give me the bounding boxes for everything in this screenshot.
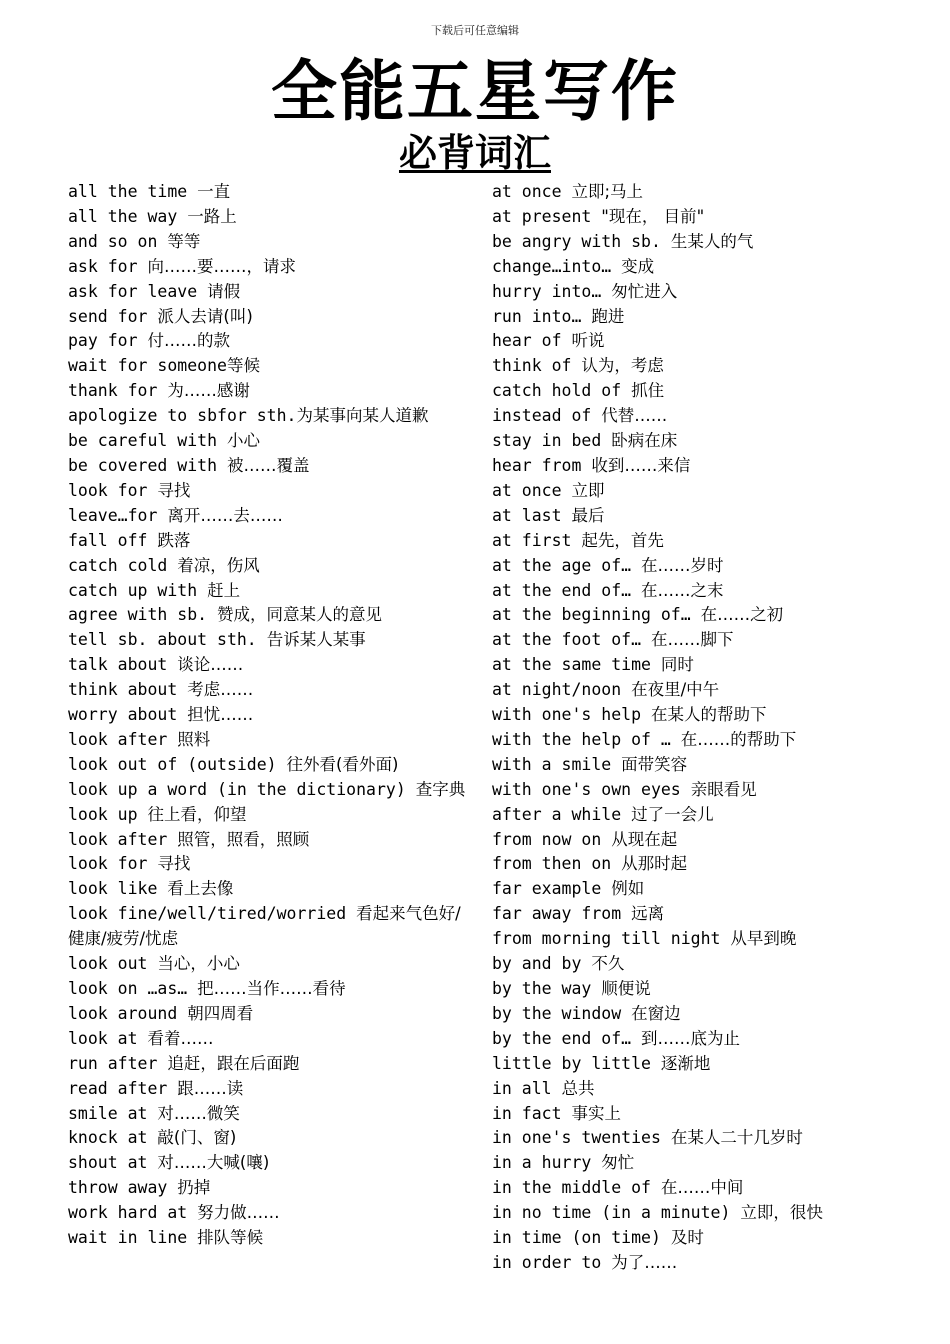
- vocab-entry: [68, 828, 466, 853]
- vocab-chinese: 看上去像: [167, 879, 234, 899]
- vocab-english: apologize to sbfor sth.: [68, 406, 297, 426]
- vocab-chinese: 在……之初: [700, 605, 784, 625]
- vocab-entry: [68, 1176, 466, 1201]
- vocab-entry: [492, 653, 892, 678]
- vocab-chinese: 追赶，跟在后面跑: [167, 1053, 300, 1073]
- vocab-chinese: 跌落: [157, 530, 191, 550]
- page-subtitle: [0, 128, 950, 178]
- vocab-chinese: 从早到晚: [730, 929, 797, 949]
- vocab-chinese: 立即;马上: [571, 182, 644, 201]
- vocab-entry: [68, 404, 466, 429]
- vocab-entry: [68, 803, 466, 828]
- vocab-entry: [492, 1126, 892, 1151]
- vocab-english: at last: [492, 505, 572, 525]
- vocab-english: stay in bed: [492, 431, 612, 451]
- vocab-entry: [492, 1251, 892, 1276]
- vocab-chinese: 一路上: [187, 206, 237, 226]
- vocab-english: in all: [492, 1078, 562, 1098]
- vocab-entry: [68, 1201, 466, 1226]
- vocab-english: catch up with: [68, 580, 208, 600]
- vocab-english: pay for: [68, 331, 148, 351]
- page-title: 全能五星写作: [271, 53, 679, 130]
- vocab-chinese: 顺便说: [601, 979, 651, 998]
- vocab-entry: [68, 728, 466, 753]
- vocab-entry: [492, 828, 892, 853]
- vocab-chinese: 告诉某人某事: [266, 630, 366, 650]
- vocab-english: catch hold of: [492, 381, 632, 401]
- vocab-entry: [492, 1201, 892, 1226]
- vocab-chinese: 收到……来信: [591, 455, 691, 475]
- vocab-chinese: 变成: [621, 256, 655, 276]
- vocab-english: throw away: [68, 1178, 178, 1198]
- vocab-entry: [492, 952, 892, 977]
- vocab-english: in order to: [492, 1252, 612, 1272]
- vocab-english: agree with sb.: [68, 605, 218, 625]
- vocab-entry: [68, 305, 466, 330]
- vocab-entry: [68, 429, 466, 454]
- vocab-chinese: 被……覆盖: [226, 455, 310, 475]
- vocab-english: in fact: [492, 1103, 572, 1123]
- vocab-entry: [492, 504, 892, 529]
- vocab-entry: [492, 529, 892, 554]
- vocab-chinese: 对……大喊(嚷): [157, 1153, 270, 1173]
- vocab-english: be careful with: [68, 431, 227, 451]
- vocab-chinese: 跟……读: [177, 1078, 244, 1098]
- vocab-entry: [68, 653, 466, 678]
- vocab-chinese: 赞成，同意某人的意见: [217, 605, 383, 625]
- vocab-chinese: 在……脚下: [650, 630, 734, 650]
- vocab-entry: [68, 180, 466, 205]
- vocab-chinese: 从现在起: [611, 829, 678, 849]
- vocab-english: at the end of…: [492, 580, 642, 600]
- vocab-english: thank for: [68, 381, 168, 401]
- vocab-entry: [492, 305, 892, 330]
- vocab-english: at first: [492, 530, 582, 550]
- vocab-chinese: 考虑……: [187, 680, 254, 700]
- vocab-english: look around: [68, 1003, 188, 1023]
- vocab-entry: [492, 454, 892, 479]
- vocab-chinese: 认为，考虑: [581, 356, 664, 376]
- vocab-chinese: 照管，照看，照顾: [177, 829, 310, 849]
- vocab-chinese: 敲(门、窗): [157, 1128, 237, 1148]
- vocab-chinese: 到……底为止: [641, 1028, 741, 1048]
- vocab-entry: [492, 379, 892, 404]
- vocab-english: think of: [492, 356, 582, 376]
- vocab-english: look up a word (in the dictionary): [68, 779, 416, 799]
- vocab-entry: [492, 554, 892, 579]
- vocab-english: with the help of …: [492, 729, 681, 749]
- vocab-english: and so on: [68, 231, 168, 251]
- vocab-chinese: 立即，很快: [740, 1203, 823, 1223]
- vocab-chinese: 从那时起: [621, 854, 688, 874]
- vocab-chinese: 匆忙: [601, 1153, 635, 1173]
- vocab-english: look after: [68, 729, 178, 749]
- vocab-entry: [492, 1176, 892, 1201]
- vocab-chinese: 请假: [207, 281, 241, 301]
- vocab-chinese: 看起来气色好/健康/疲劳/忧虑: [68, 904, 461, 949]
- vocab-entry: [492, 603, 892, 628]
- vocab-chinese: 一直: [197, 182, 231, 201]
- vocab-entry: [68, 255, 466, 280]
- vocab-entry: [68, 1126, 466, 1151]
- vocab-english: be covered with: [68, 455, 227, 475]
- vocab-english: look up: [68, 804, 148, 824]
- vocab-entry: [492, 354, 892, 379]
- vocab-chinese: 查字典: [415, 779, 466, 799]
- vocab-chinese: 付……的款: [147, 331, 230, 351]
- vocab-english: wait for someone: [68, 356, 227, 376]
- vocab-chinese: 及时: [670, 1228, 704, 1248]
- vocab-entry: [492, 902, 892, 927]
- vocab-english: by the window: [492, 1003, 632, 1023]
- vocab-english: ask for: [68, 256, 148, 276]
- vocab-entry: [68, 379, 466, 404]
- vocab-entry: [492, 1077, 892, 1102]
- vocab-entry: [68, 205, 466, 230]
- vocab-entry: [68, 902, 466, 952]
- vocab-english: all the time: [68, 182, 198, 201]
- vocab-english: with one's help: [492, 705, 651, 725]
- vocab-entry: [492, 429, 892, 454]
- vocab-chinese: 离开……去……: [167, 505, 283, 525]
- vocab-english: look on …as…: [68, 979, 198, 998]
- vocab-english: look out: [68, 954, 158, 974]
- vocab-english: far example: [492, 879, 612, 899]
- vocab-chinese: 派人去请(叫): [157, 306, 253, 326]
- vocab-entry: [492, 255, 892, 280]
- vocab-chinese: 在……中间: [660, 1178, 744, 1198]
- vocab-english: at once: [492, 182, 572, 201]
- vocab-english: catch cold: [68, 555, 178, 575]
- vocab-chinese: 跑进: [591, 306, 625, 326]
- vocab-english: at the beginning of…: [492, 605, 701, 625]
- vocab-english: smile at: [68, 1103, 158, 1123]
- vocab-entry: [492, 678, 892, 703]
- vocab-english: look fine/well/tired/worried: [68, 904, 357, 924]
- vocab-english: at the foot of…: [492, 630, 651, 650]
- vocab-entry: [68, 230, 466, 255]
- vocab-english: from morning till night: [492, 929, 731, 949]
- vocab-chinese: 着凉，伤风: [177, 555, 260, 575]
- vocab-entry: [492, 728, 892, 753]
- vocab-chinese: 往外看(看外面): [286, 754, 399, 774]
- vocab-chinese: 向……要……，请求: [147, 256, 296, 276]
- vocab-entry: [492, 628, 892, 653]
- vocab-chinese: 代替……: [601, 406, 668, 426]
- vocab-english: be angry with sb.: [492, 231, 671, 251]
- vocab-entry: [492, 927, 892, 952]
- vocab-chinese: 努力做……: [197, 1203, 280, 1223]
- vocab-english: knock at: [68, 1128, 158, 1148]
- vocab-entry: [492, 1151, 892, 1176]
- vocab-english: look for: [68, 854, 158, 874]
- vocab-english: leave…for: [68, 505, 168, 525]
- vocab-english: at present: [492, 206, 602, 226]
- vocab-chinese: 对……微笑: [157, 1103, 240, 1123]
- vocab-chinese: 起先，首先: [581, 530, 664, 550]
- vocab-english: in time (on time): [492, 1228, 671, 1248]
- vocab-chinese: 同时: [660, 655, 694, 675]
- vocab-english: hear of: [492, 331, 572, 351]
- vocab-english: change…into…: [492, 256, 622, 276]
- vocab-entry: [492, 778, 892, 803]
- vocab-entry: [492, 329, 892, 354]
- vocab-entry: [492, 803, 892, 828]
- vocab-english: run after: [68, 1053, 168, 1073]
- vocab-english: fall off: [68, 530, 158, 550]
- vocab-chinese: 生某人的气: [670, 231, 754, 251]
- vocab-english: in no time (in a minute): [492, 1203, 741, 1223]
- vocab-english: look out of (outside): [68, 754, 287, 774]
- vocab-english: hurry into…: [492, 281, 612, 301]
- vocab-entry: [68, 1027, 466, 1052]
- header-note: 下载后可任意编辑: [431, 24, 519, 37]
- vocab-english: in one's twenties: [492, 1128, 671, 1148]
- vocab-english: look for: [68, 480, 158, 500]
- subtitle-text: 必背词汇: [398, 131, 551, 175]
- vocab-entry: [492, 1052, 892, 1077]
- vocab-chinese: 赶上: [207, 580, 241, 600]
- vocab-english: at the age of…: [492, 555, 642, 575]
- vocab-entry: [492, 280, 892, 305]
- vocab-chinese: "现在， 目前": [601, 206, 705, 226]
- vocab-chinese: 在……的帮助下: [680, 729, 797, 749]
- vocab-chinese: 不久: [591, 954, 625, 974]
- vocab-chinese: 当心，小心: [157, 954, 240, 974]
- vocab-chinese: 为某事向某人道歉: [296, 406, 429, 426]
- vocab-entry: [68, 280, 466, 305]
- vocab-chinese: 事实上: [571, 1103, 621, 1123]
- vocab-entry: [68, 603, 466, 628]
- vocab-entry: [492, 479, 892, 504]
- vocab-english: in a hurry: [492, 1153, 602, 1173]
- vocab-english: think about: [68, 680, 188, 700]
- vocab-entry: [68, 454, 466, 479]
- vocab-chinese: 总共: [561, 1078, 595, 1098]
- vocab-english: all the way: [68, 206, 188, 226]
- vocab-english: by and by: [492, 954, 592, 974]
- vocab-entry: [68, 1151, 466, 1176]
- vocab-english: from then on: [492, 854, 622, 874]
- vocab-chinese: 小心: [226, 431, 260, 451]
- vocab-entry: [492, 703, 892, 728]
- vocab-entry: [68, 1002, 466, 1027]
- vocab-english: worry about: [68, 705, 188, 725]
- vocab-english: from now on: [492, 829, 612, 849]
- vocab-entry: [492, 180, 892, 205]
- vocab-chinese: 在某人二十几岁时: [670, 1128, 803, 1148]
- vocab-chinese: 最后: [571, 505, 605, 525]
- vocab-chinese: 在窗边: [631, 1003, 681, 1023]
- vocab-chinese: 寻找: [157, 480, 191, 500]
- vocab-english: work hard at: [68, 1203, 198, 1223]
- vocab-chinese: 往上看，仰望: [147, 804, 247, 824]
- vocab-chinese: 在夜里/中午: [631, 680, 720, 700]
- vocab-english: little by little: [492, 1053, 661, 1073]
- vocab-entry: [492, 1027, 892, 1052]
- vocab-english: wait in line: [68, 1228, 198, 1248]
- vocab-english: with a smile: [492, 754, 622, 774]
- vocab-english: at the same time: [492, 655, 661, 675]
- vocab-entry: [492, 1226, 892, 1251]
- vocab-chinese: 在某人的帮助下: [650, 705, 767, 725]
- vocab-english: talk about: [68, 655, 178, 675]
- vocab-english: instead of: [492, 406, 602, 426]
- vocab-entry: [492, 404, 892, 429]
- vocab-english: with one's own eyes: [492, 779, 691, 799]
- vocab-entry: [68, 1077, 466, 1102]
- vocab-entry: [492, 852, 892, 877]
- vocab-entry: [68, 479, 466, 504]
- vocab-entry: [68, 952, 466, 977]
- right-vocabulary-column: [492, 180, 892, 1276]
- vocab-english: hear from: [492, 455, 592, 475]
- left-vocabulary-column: [68, 180, 466, 1251]
- vocab-english: at once: [492, 480, 572, 500]
- vocab-chinese: 逐渐地: [660, 1053, 711, 1073]
- vocab-entry: [68, 753, 466, 778]
- vocab-chinese: 谈论……: [177, 655, 244, 675]
- vocab-entry: [68, 1052, 466, 1077]
- vocab-chinese: 亲眼看见: [690, 779, 757, 799]
- vocab-chinese: 看着……: [147, 1028, 214, 1048]
- vocab-english: after a while: [492, 804, 632, 824]
- vocab-english: run into…: [492, 306, 592, 326]
- vocab-entry: [68, 678, 466, 703]
- vocab-entry: [68, 1102, 466, 1127]
- vocab-chinese: 排队等候: [197, 1228, 264, 1248]
- vocab-english: by the end of…: [492, 1028, 642, 1048]
- vocab-entry: [492, 977, 892, 1002]
- vocab-english: ask for leave: [68, 281, 208, 301]
- vocab-chinese: 过了一会儿: [631, 804, 714, 824]
- vocab-entry: [68, 703, 466, 728]
- vocab-chinese: 为了……: [611, 1252, 678, 1272]
- vocab-english: at night/noon: [492, 680, 632, 700]
- vocab-chinese: 卧病在床: [611, 431, 678, 451]
- vocab-english: in the middle of: [492, 1178, 661, 1198]
- vocab-entry: [68, 529, 466, 554]
- vocab-english: look at: [68, 1028, 148, 1048]
- vocab-chinese: 在……岁时: [641, 555, 724, 575]
- vocab-chinese: 等等: [167, 231, 201, 251]
- vocab-english: tell sb. about sth.: [68, 630, 267, 650]
- vocab-english: shout at: [68, 1153, 158, 1173]
- vocab-chinese: 为……感谢: [167, 381, 250, 401]
- vocab-chinese: 在……之末: [641, 580, 724, 600]
- vocab-entry: [68, 504, 466, 529]
- vocab-entry: [68, 877, 466, 902]
- vocab-chinese: 等候: [226, 356, 260, 376]
- vocab-entry: [68, 329, 466, 354]
- vocab-chinese: 例如: [611, 879, 645, 899]
- vocab-chinese: 照料: [177, 729, 211, 749]
- vocab-entry: [492, 205, 892, 230]
- vocab-entry: [492, 230, 892, 255]
- vocab-entry: [492, 1002, 892, 1027]
- vocab-english: send for: [68, 306, 158, 326]
- vocab-entry: [492, 1102, 892, 1127]
- vocab-chinese: 立即: [571, 480, 605, 500]
- vocab-entry: [68, 354, 466, 379]
- vocab-entry: [68, 977, 466, 1002]
- vocab-chinese: 远离: [631, 904, 665, 924]
- vocab-chinese: 担忧……: [187, 705, 254, 725]
- vocab-chinese: 扔掉: [177, 1178, 211, 1198]
- vocab-entry: [492, 579, 892, 604]
- vocab-entry: [68, 1226, 466, 1251]
- vocab-english: by the way: [492, 979, 602, 998]
- vocab-english: look like: [68, 879, 168, 899]
- vocab-chinese: 寻找: [157, 854, 191, 874]
- vocab-chinese: 把……当作……看待: [197, 979, 346, 998]
- vocab-english: read after: [68, 1078, 178, 1098]
- vocab-english: look after: [68, 829, 178, 849]
- vocab-entry: [68, 554, 466, 579]
- vocab-entry: [68, 852, 466, 877]
- vocab-chinese: 面带笑容: [621, 754, 688, 774]
- vocab-chinese: 抓住: [631, 381, 665, 401]
- vocab-chinese: 听说: [571, 331, 605, 351]
- vocab-entry: [68, 628, 466, 653]
- vocab-entry: [492, 753, 892, 778]
- vocab-entry: [68, 579, 466, 604]
- vocab-chinese: 朝四周看: [187, 1003, 254, 1023]
- vocab-entry: [492, 877, 892, 902]
- vocab-entry: [68, 778, 466, 803]
- vocab-english: far away from: [492, 904, 632, 924]
- vocab-chinese: 匆忙进入: [611, 281, 678, 301]
